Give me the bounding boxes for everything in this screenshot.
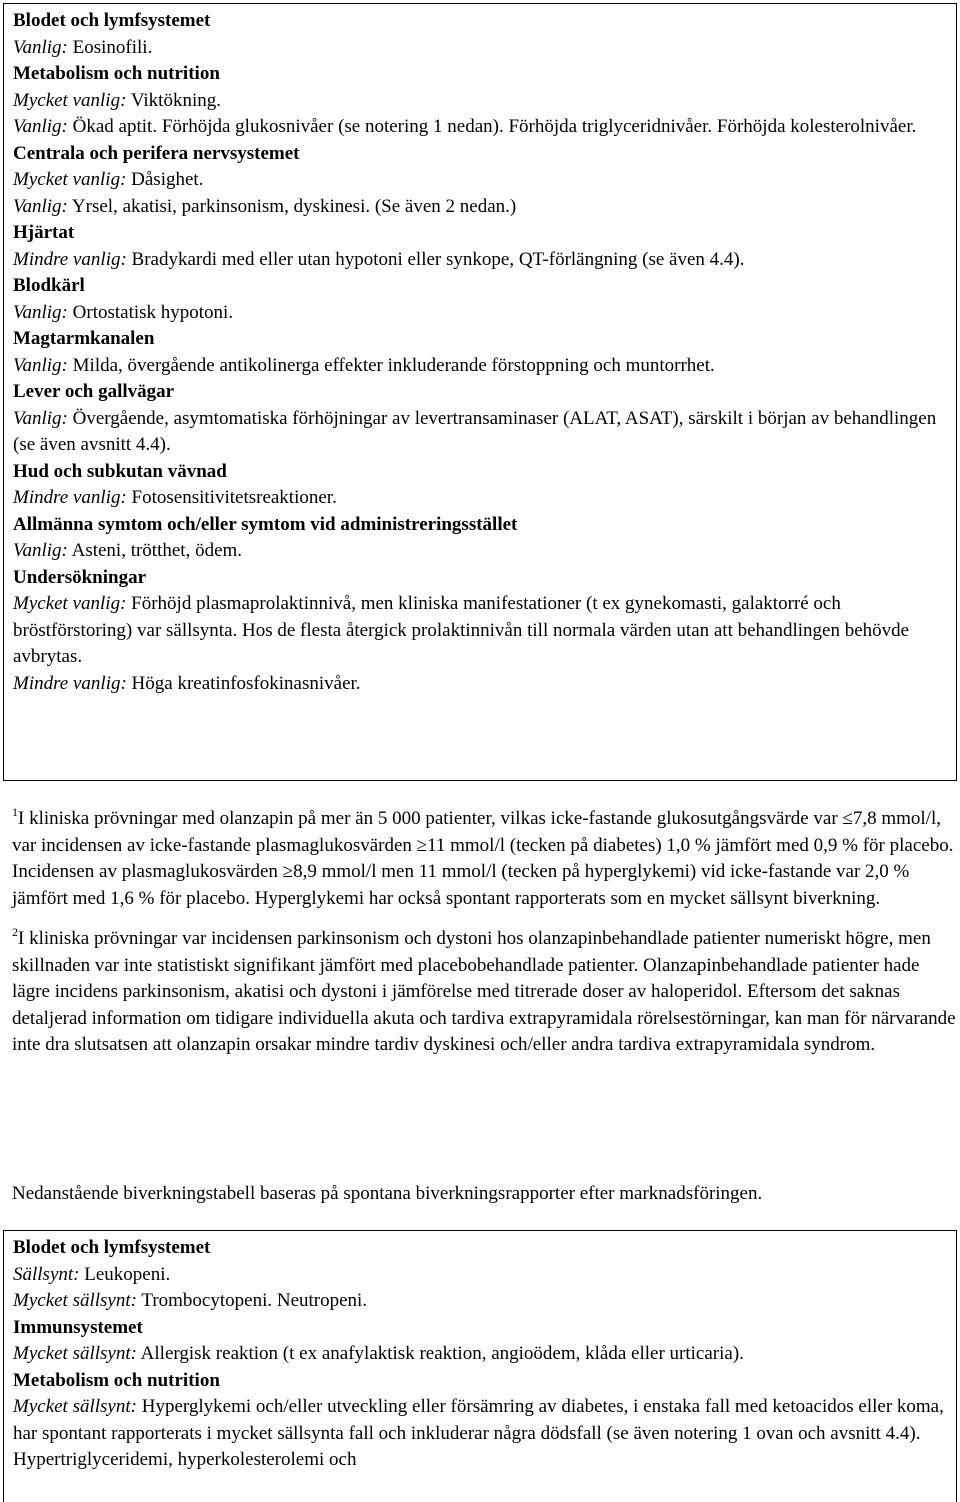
adverse-reactions-table-clinical (3, 3, 957, 781)
frequency-label: Mycket vanlig: (13, 89, 127, 111)
soc-section-nervous-system (13, 141, 947, 221)
soc-heading: Magtarmkanalen (13, 328, 155, 349)
soc-section-hepatobiliary (13, 379, 947, 459)
frequency-label: Vanlig: (13, 540, 68, 561)
entry-text: Höga kreatinfosfokinasnivåer. (126, 672, 361, 694)
frequency-entry (13, 1262, 947, 1289)
frequency-label: Vanlig: (13, 301, 68, 323)
entry-text: Övergående, asymtomatiska förhöjningar av levertransaminaser (ALAT, ASAT), särskilt i början av behandlingen (se även avsnitt 4.4). (13, 407, 937, 455)
frequency-entry (13, 114, 947, 141)
footnote-marker: 2 (12, 925, 18, 939)
soc-section-vascular (13, 273, 947, 326)
entry-text: Hyperglykemi och/eller utveckling eller försämring av diabetes, i enstaka fall med ketoacidos eller koma, har spontant rapporterats i mycket sällsynta fall och inkluderar några dödsfall (se även notering 1 ovan och avsnitt 4.4). Hypertriglyceridemi, hyperkolesterolemi och (13, 1396, 944, 1470)
soc-section-blood (13, 8, 947, 61)
frequency-label: Mindre vanlig: (13, 487, 127, 508)
frequency-label: Mindre vanlig: (13, 672, 127, 694)
soc-heading: Metabolism och nutrition (13, 1369, 220, 1391)
frequency-label: Mycket vanlig: (13, 593, 127, 614)
entry-text: Fotosensitivitetsreaktioner. (126, 487, 337, 508)
table-cell (13, 1235, 947, 1474)
entry-text: Leukopeni. (79, 1263, 171, 1285)
entry-text: Ortostatisk hypotoni. (67, 301, 234, 323)
frequency-label: Vanlig: (13, 195, 68, 217)
soc-section-cardiac (13, 220, 947, 273)
frequency-label: Mycket sällsynt: (13, 1396, 137, 1417)
frequency-label: Vanlig: (13, 407, 68, 429)
soc-heading: Blodet och lymfsystemet (13, 10, 211, 31)
soc-section-metabolism (13, 1368, 947, 1474)
frequency-label: Mycket vanlig: (13, 169, 127, 190)
soc-section-blood (13, 1235, 947, 1315)
entry-text: Asteni, trötthet, ödem. (67, 540, 243, 561)
soc-heading: Blodet och lymfsystemet (13, 1237, 211, 1258)
table-cell (13, 8, 947, 697)
soc-heading: Allmänna symtom och/eller symtom vid administreringsstället (13, 513, 518, 535)
soc-section-general (13, 512, 947, 565)
soc-heading: Undersökningar (13, 566, 147, 588)
soc-heading: Centrala och perifera nervsystemet (13, 142, 300, 164)
frequency-entry (13, 406, 947, 459)
soc-section-gastrointestinal (13, 326, 947, 379)
frequency-entry (13, 1288, 947, 1315)
postmarketing-intro: Nedanstående biverkningstabell baseras på spontana biverkningsrapporter efter marknadsföringen. (12, 1183, 763, 1204)
entry-text: Bradykardi med eller utan hypotoni eller synkope, QT-förlängning (se även 4.4). (126, 248, 745, 270)
soc-heading: Hud och subkutan vävnad (13, 460, 227, 482)
frequency-label: Vanlig: (13, 116, 68, 137)
frequency-entry (13, 538, 947, 565)
footnote-1 (12, 806, 956, 912)
footnote-text: I kliniska prövningar var incidensen parkinsonism och dystoni hos olanzapinbehandlade patienter numeriskt högre, men skillnaden var inte statistiskt signifikant jämfört med placebobehandlade patienter. Olanzapinbehandlade patienter hade lägre incidens parkinsonism, akatisi och dystoni i jämförelse med titrerade doser av haloperidol. Eftersom det saknas detaljerad information om tidigare individuella akuta och tardiva extrapyramidala rörelsestörningar, kan man för närvarande inte dra slutsatsen att olanzapin orsakar mindre tardiv dyskinesi och/eller andra tardiva extrapyramidala syndrom. (12, 928, 956, 1055)
soc-section-investigations (13, 565, 947, 698)
soc-heading: Lever och gallvägar (13, 381, 175, 402)
frequency-label: Mycket sällsynt: (13, 1343, 137, 1364)
frequency-entry (13, 300, 947, 327)
frequency-label: Sällsynt: (13, 1263, 80, 1285)
soc-heading: Metabolism och nutrition (13, 63, 220, 84)
frequency-label: Mindre vanlig: (13, 248, 127, 270)
footnote-marker: 1 (12, 805, 18, 819)
entry-text: Yrsel, akatisi, parkinsonism, dyskinesi. (Se även 2 nedan.) (67, 195, 517, 217)
entry-text: Dåsighet. (126, 169, 204, 190)
frequency-label: Vanlig: (13, 354, 68, 376)
frequency-label: Vanlig: (13, 36, 68, 58)
frequency-entry (13, 247, 947, 274)
footnotes (12, 806, 956, 1073)
soc-section-skin (13, 459, 947, 512)
frequency-entry (13, 88, 947, 115)
frequency-label: Mycket sällsynt: (13, 1290, 137, 1311)
soc-section-metabolism (13, 61, 947, 141)
footnote-text: I kliniska prövningar med olanzapin på mer än 5 000 patienter, vilkas icke-fastande glukosutgångsvärde var ≤7,8 mmol/l, var incidensen av icke-fastande plasmaglukosvärden ≥11 mmol/l (tecken på diabetes) 1,0 % jämfört med 0,9 % för placebo. Incidensen av plasmaglukosvärden ≥8,9 mmol/l men 11 mmol/l (tecken på hyperglykemi) vid icke-fastande var 2,0 % jämfört med 1,6 % för placebo. Hyperglykemi har också spontant rapporterats som en mycket sällsynt biverkning. (12, 808, 954, 909)
footnote-2 (12, 926, 956, 1059)
entry-text: Förhöjd plasmaprolaktinnivå, men kliniska manifestationer (t ex gynekomasti, galaktorré och bröstförstoring) var sällsynta. Hos de flesta återgick prolaktinnivån till normala värden utan att behandlingen behövde avbrytas. (13, 593, 910, 667)
entry-text: Allergisk reaktion (t ex anafylaktisk reaktion, angioödem, klåda eller urticaria). (136, 1343, 744, 1364)
frequency-entry (13, 591, 947, 671)
entry-text: Viktökning. (126, 89, 221, 111)
entry-text: Ökad aptit. Förhöjda glukosnivåer (se notering 1 nedan). Förhöjda triglyceridnivåer. Förhöjda kolesterolnivåer. (67, 116, 917, 137)
entry-text: Eosinofili. (67, 36, 153, 58)
soc-heading: Immunsystemet (13, 1316, 143, 1338)
entry-text: Milda, övergående antikolinerga effekter inkluderande förstoppning och muntorrhet. (67, 354, 715, 376)
soc-heading: Blodkärl (13, 275, 85, 296)
frequency-entry (13, 35, 947, 62)
entry-text: Trombocytopeni. Neutropeni. (136, 1290, 368, 1311)
frequency-entry (13, 194, 947, 221)
frequency-entry (13, 353, 947, 380)
frequency-entry (13, 1394, 947, 1474)
frequency-entry (13, 167, 947, 194)
soc-section-immune (13, 1315, 947, 1368)
soc-heading: Hjärtat (13, 222, 75, 243)
frequency-entry (13, 1341, 947, 1368)
frequency-entry (13, 671, 947, 698)
adverse-reactions-table-postmarketing (3, 1230, 957, 1502)
frequency-entry (13, 485, 947, 512)
